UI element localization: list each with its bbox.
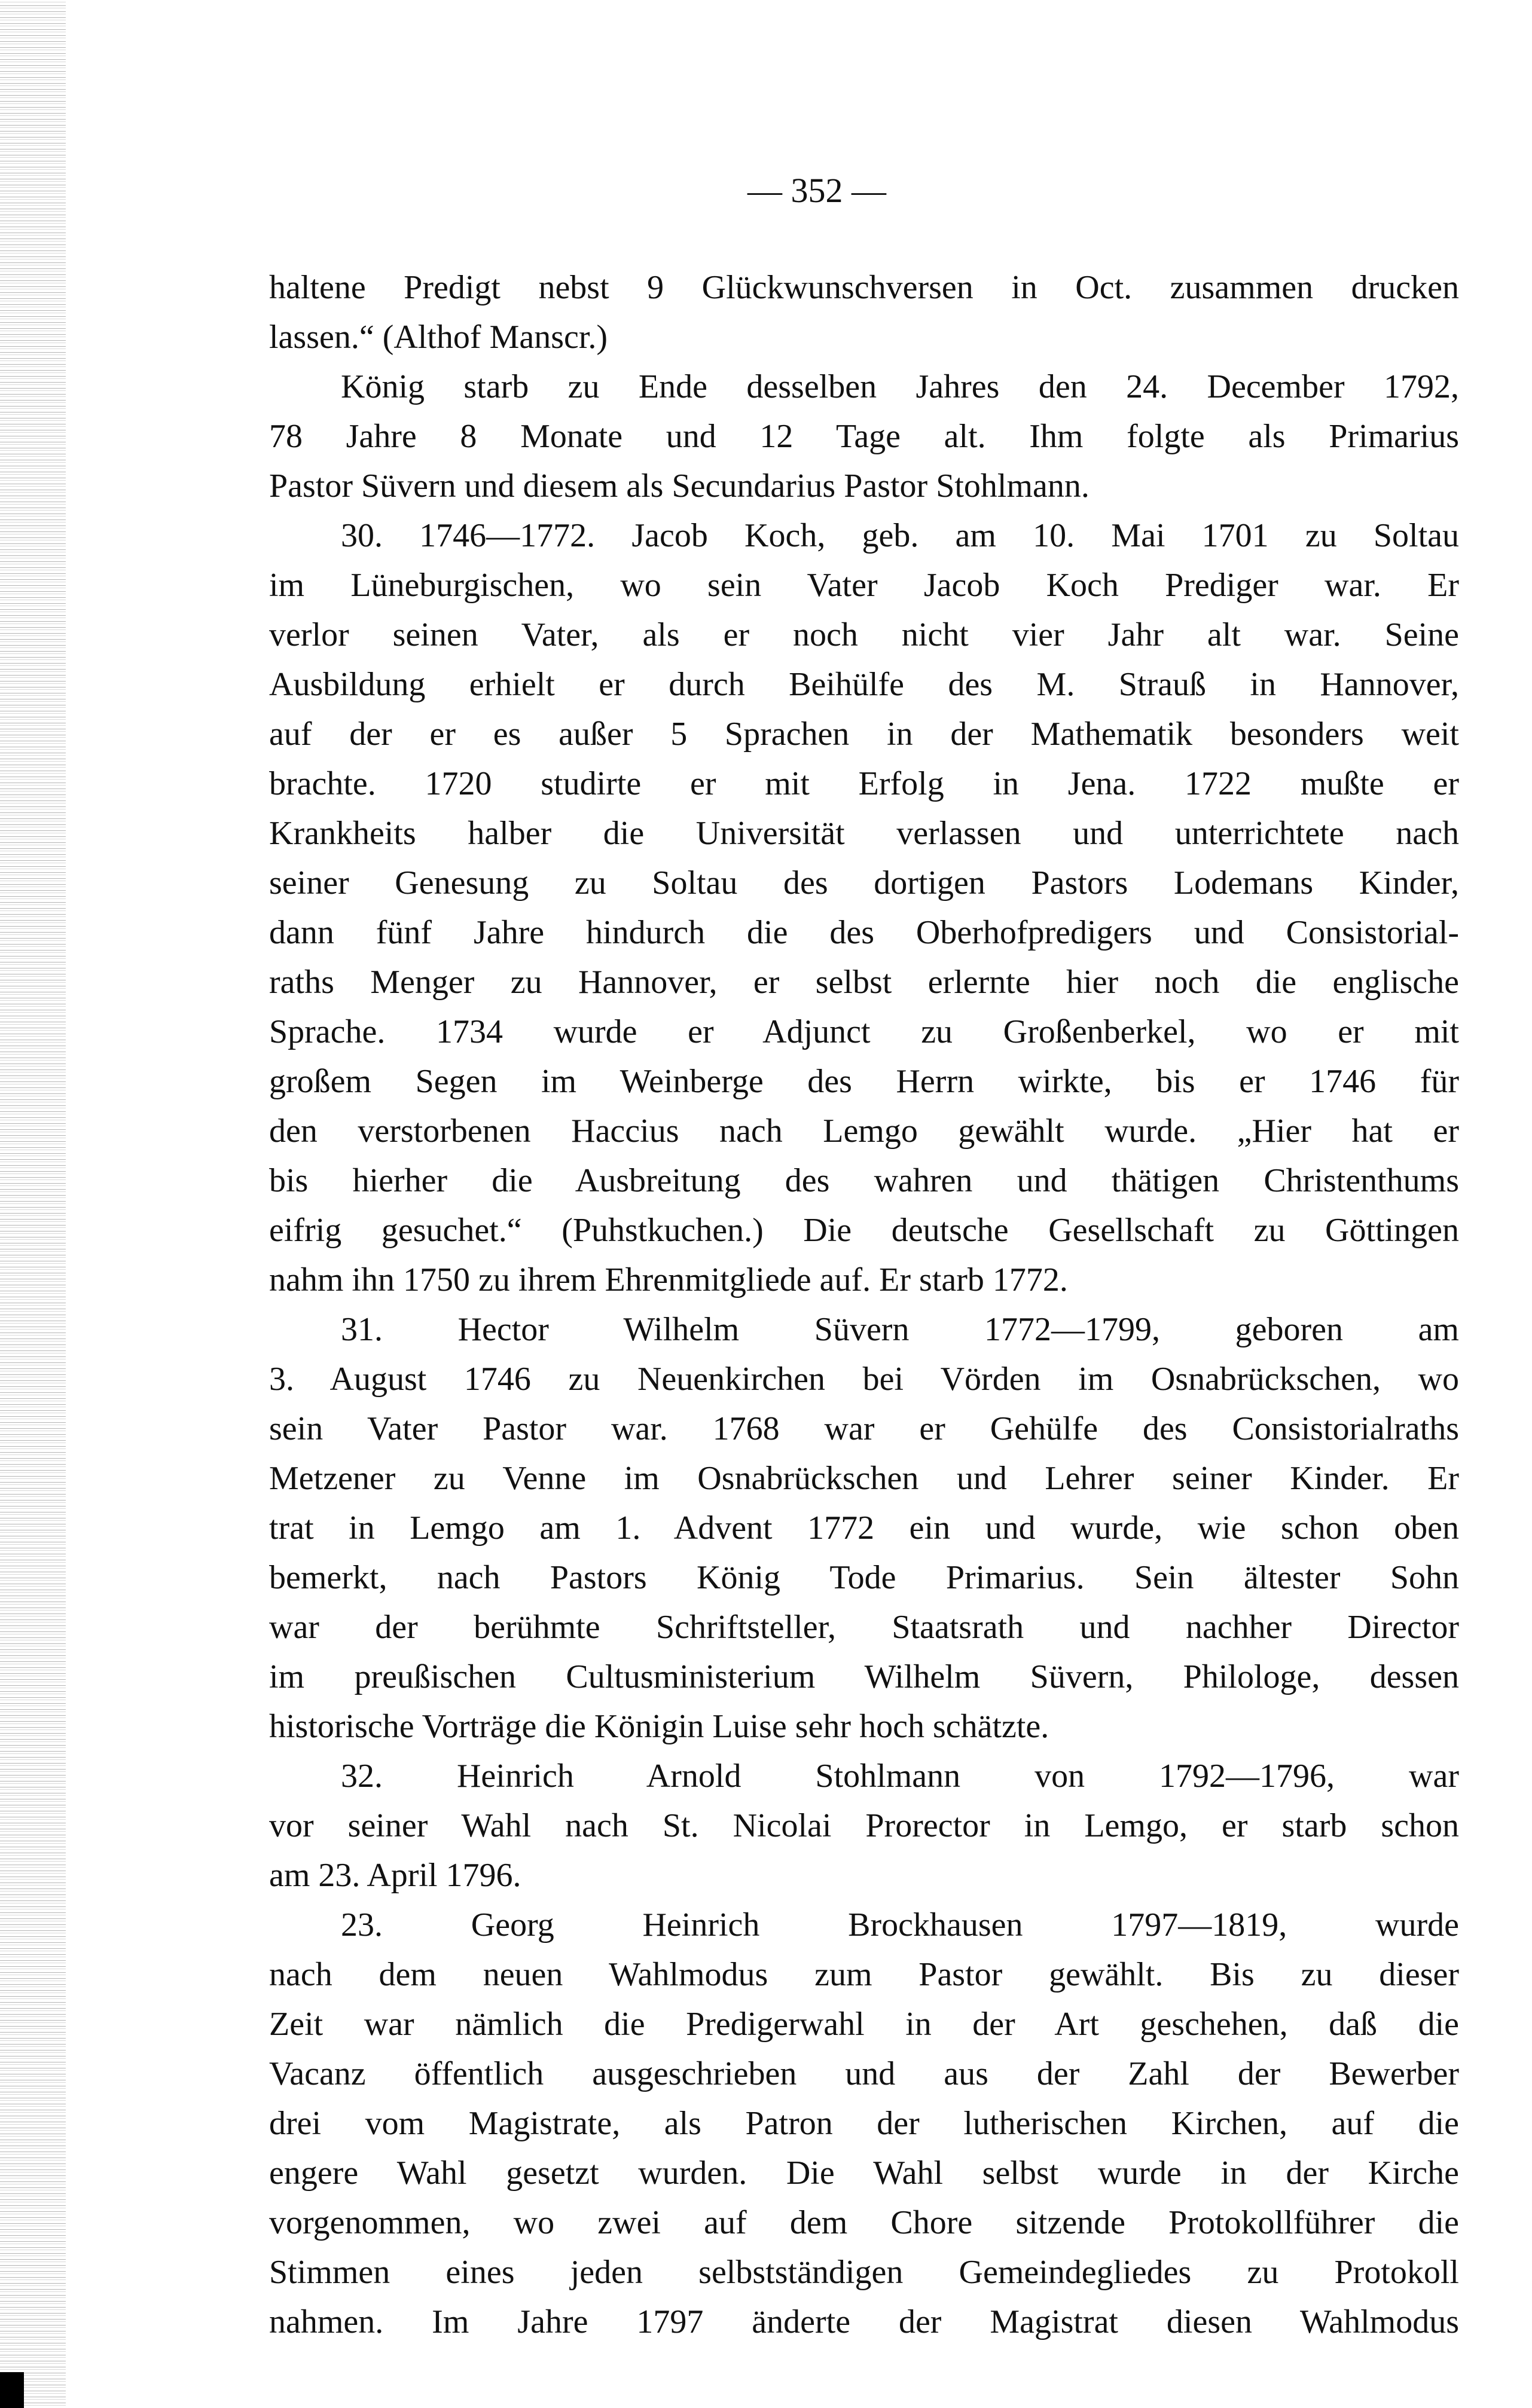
text-line: sein Vater Pastor war. 1768 war er Gehülfe des Consistorialraths xyxy=(269,1410,1459,1447)
text-line: im Lüneburgischen, wo sein Vater Jacob Koch Prediger war. Er xyxy=(269,567,1459,604)
page-number: — 352 — xyxy=(747,171,886,210)
scan-corner-mark xyxy=(0,2372,24,2408)
text-line: vorgenommen, wo zwei auf dem Chore sitzende Protokollführer die xyxy=(269,2204,1459,2241)
text-line: 32. Heinrich Arnold Stohlmann von 1792—1796, war xyxy=(341,1758,1459,1795)
text-line: brachte. 1720 studirte er mit Erfolg in Jena. 1722 mußte er xyxy=(269,765,1459,802)
text-line: nahmen. Im Jahre 1797 änderte der Magistrat diesen Wahlmodus xyxy=(269,2303,1459,2340)
text-line: Krankheits halber die Universität verlassen und unterrichtete nach xyxy=(269,815,1459,852)
text-line: bis hierher die Ausbreitung des wahren und thätigen Christenthums xyxy=(269,1162,1459,1199)
scan-border-noise xyxy=(0,0,66,2408)
text-line: Metzener zu Venne im Osnabrückschen und Lehrer seiner Kinder. Er xyxy=(269,1460,1459,1497)
text-line: 30. 1746—1772. Jacob Koch, geb. am 10. Mai 1701 zu Soltau xyxy=(341,517,1459,554)
text-line: Zeit war nämlich die Predigerwahl in der Art geschehen, daß die xyxy=(269,2006,1459,2043)
text-line: nahm ihn 1750 zu ihrem Ehrenmitgliede auf. Er starb 1772. xyxy=(269,1261,1068,1298)
text-line: im preußischen Cultusministerium Wilhelm Süvern, Philologe, dessen xyxy=(269,1658,1459,1695)
text-line: Sprache. 1734 wurde er Adjunct zu Großenberkel, wo er mit xyxy=(269,1013,1459,1050)
text-line: 31. Hector Wilhelm Süvern 1772—1799, geboren am xyxy=(341,1311,1459,1348)
text-line: Vacanz öffentlich ausgeschrieben und aus der Zahl der Bewerber xyxy=(269,2055,1459,2092)
text-line: vor seiner Wahl nach St. Nicolai Prorector in Lemgo, er starb schon xyxy=(269,1807,1459,1844)
text-line: 3. August 1746 zu Neuenkirchen bei Vörden im Osnabrückschen, wo xyxy=(269,1361,1459,1398)
text-line: trat in Lemgo am 1. Advent 1772 ein und wurde, wie schon oben xyxy=(269,1509,1459,1547)
text-line: bemerkt, nach Pastors König Tode Primarius. Sein ältester Sohn xyxy=(269,1559,1459,1596)
text-line: auf der er es außer 5 Sprachen in der Mathematik besonders weit xyxy=(269,716,1459,753)
text-line: nach dem neuen Wahlmodus zum Pastor gewählt. Bis zu dieser xyxy=(269,1956,1459,1993)
text-line: Stimmen eines jeden selbstständigen Gemeindegliedes zu Protokoll xyxy=(269,2254,1459,2291)
text-line: verlor seinen Vater, als er noch nicht vier Jahr alt war. Seine xyxy=(269,616,1459,653)
text-line: König starb zu Ende desselben Jahres den 24. December 1792, xyxy=(341,368,1459,405)
text-line: am 23. April 1796. xyxy=(269,1857,521,1894)
text-line: Ausbildung erhielt er durch Beihülfe des M. Strauß in Hannover, xyxy=(269,666,1459,703)
text-line: lassen.“ (Althof Manscr.) xyxy=(269,319,608,356)
text-line: drei vom Magistrate, als Patron der lutherischen Kirchen, auf die xyxy=(269,2105,1459,2142)
text-line: haltene Predigt nebst 9 Glückwunschversen in Oct. zusammen drucken xyxy=(269,269,1459,306)
text-line: war der berühmte Schriftsteller, Staatsrath und nachher Director xyxy=(269,1609,1459,1646)
text-line: großem Segen im Weinberge des Herrn wirkte, bis er 1746 für xyxy=(269,1063,1459,1100)
text-line: eifrig gesuchet.“ (Puhstkuchen.) Die deutsche Gesellschaft zu Göttingen xyxy=(269,1212,1459,1249)
text-line: Pastor Süvern und diesem als Secundarius Pastor Stohlmann. xyxy=(269,467,1090,505)
text-line: dann fünf Jahre hindurch die des Oberhofpredigers und Consistorial- xyxy=(269,914,1459,951)
text-line: engere Wahl gesetzt wurden. Die Wahl selbst wurde in der Kirche xyxy=(269,2155,1459,2192)
text-line: den verstorbenen Haccius nach Lemgo gewählt wurde. „Hier hat er xyxy=(269,1113,1459,1150)
text-line: seiner Genesung zu Soltau des dortigen Pastors Lodemans Kinder, xyxy=(269,864,1459,902)
body-text xyxy=(269,263,1459,2347)
text-line: historische Vorträge die Königin Luise sehr hoch schätzte. xyxy=(269,1708,1049,1745)
text-line: raths Menger zu Hannover, er selbst erlernte hier noch die englische xyxy=(269,964,1459,1001)
text-line: 23. Georg Heinrich Brockhausen 1797—1819, wurde xyxy=(341,1906,1459,1943)
text-line: 78 Jahre 8 Monate und 12 Tage alt. Ihm folgte als Primarius xyxy=(269,418,1459,455)
